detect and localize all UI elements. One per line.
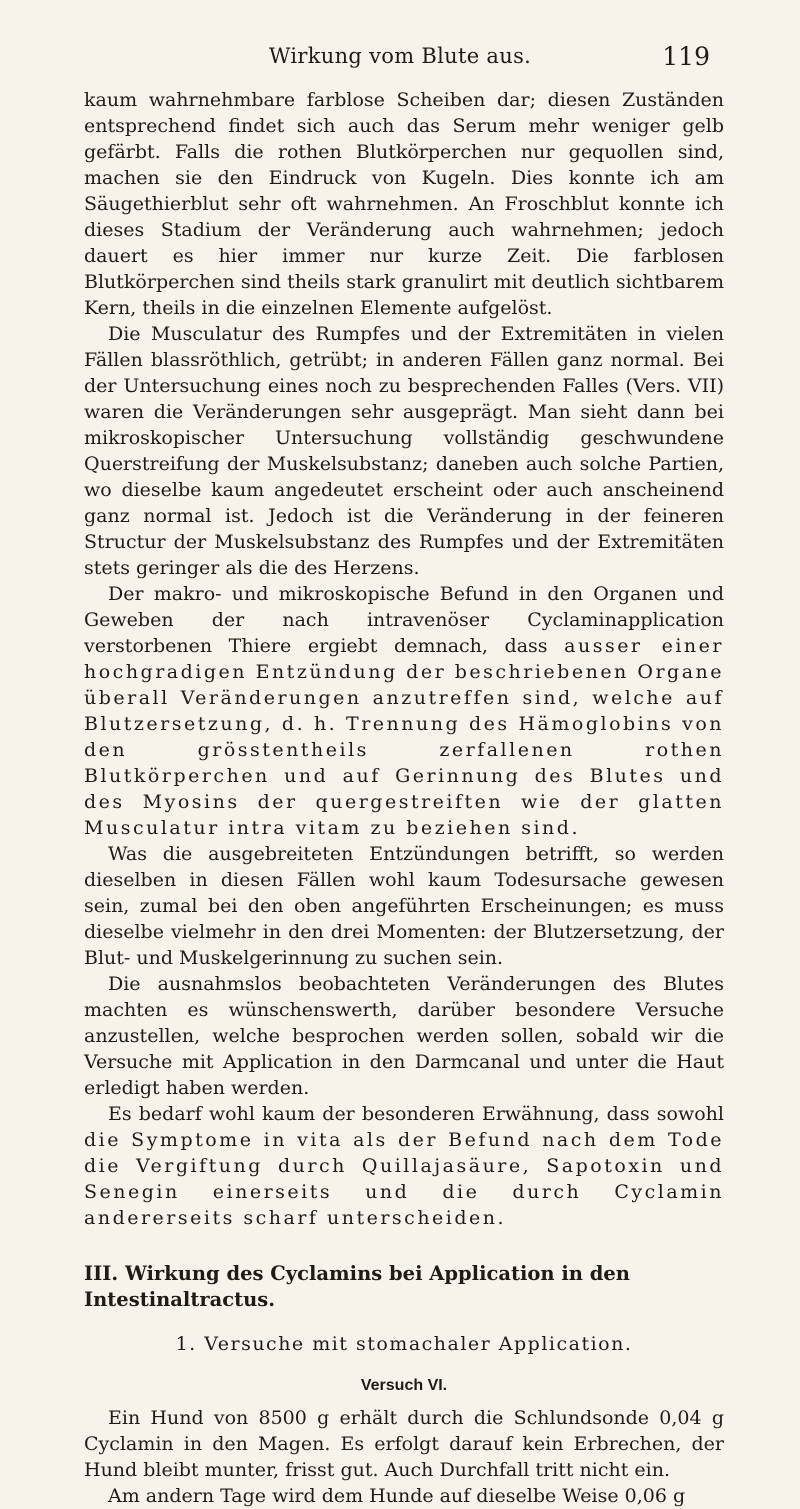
paragraph-blood-cells: kaum wahrnehmbare farblose Scheiben dar; diesen Zuständen entsprechend findet sich auch das Serum mehr weniger gelb gefärbt. Falls die rothen Blutkörperchen nur gequollen sind, machen sie den Eindruck von Kugeln. Dies konnte ich am Säugethierblut sehr oft wahrnehmen. An Froschblut konnte ich dieses Stadium der Veränderung auch wahrnehmen; jedoch dauert es hier immer nur kurze Zeit. Die farblosen Blutkörperchen sind theils stark granulirt mit deutlich sichtbarem Kern, theils in die einzelnen Elemente aufgelöst. bbox=[84, 89, 724, 319]
subsection-heading: 1. Versuche mit stomachaler Application. bbox=[175, 1333, 633, 1355]
paragraph-blood-changes: Die ausnahmslos beobachteten Veränderungen des Blutes machten es wünschenswerth, darüber besondere Versuche anzustellen, welche besprochen werden sollen, sobald wir die Versuche mit Application in den Darmcanal und unter die Haut erledigt haben werden. bbox=[84, 973, 724, 1099]
comparison-emphasis: die Symptome in vita als der Befund nach dem Tode die Vergiftung durch Quillajasäure, Sapotoxin und Senegin einerseits und die durch Cyclamin andererseits scharf unterscheiden. bbox=[84, 1129, 724, 1229]
paragraph-findings-summary bbox=[84, 581, 724, 841]
paragraph-experiment-day2: Am andern Tage wird dem Hunde auf dieselbe Weise 0,06 g bbox=[108, 1485, 686, 1507]
paragraph-experiment-day1: Ein Hund von 8500 g erhält durch die Schlundsonde 0,04 g Cyclamin in den Magen. Es erfolgt darauf kein Erbrechen, der Hund bleibt munter, frisst gut. Auch Durchfall tritt nicht ein. bbox=[84, 1407, 724, 1481]
experiment-label: Versuch VI. bbox=[360, 1377, 448, 1394]
findings-emphasis: ausser einer hochgradigen Entzündung der beschriebenen Organe überall Veränderungen anzutreffen sind, welche auf Blutzersetzung, d. h. Trennung des Hämoglobins von den grösstentheils zerfallenen rothen Blutkörperchen und auf Gerinnung des Blutes und des Myosins der quergestreiften wie der glatten Musculatur intra vitam zu beziehen sind. bbox=[84, 635, 724, 839]
paragraph-comparison bbox=[84, 1101, 724, 1231]
body-text bbox=[84, 87, 724, 1509]
section-heading: III. Wirkung des Cyclamins bei Application in den Intestinaltractus. bbox=[84, 1262, 630, 1311]
page-number: 119 bbox=[662, 42, 710, 71]
page-header bbox=[0, 42, 800, 72]
paragraph-inflammation: Was die ausgebreiteten Entzündungen betrifft, so werden dieselben in diesen Fällen wohl kaum Todesursache gewesen sein, zumal bei den oben angeführten Erscheinungen; es muss dieselbe vielmehr in den drei Momenten: der Blutzersetzung, der Blut- und Muskelgerinnung zu suchen sein. bbox=[84, 843, 724, 969]
comparison-intro: Es bedarf wohl kaum der besonderen Erwähnung, dass sowohl bbox=[108, 1103, 724, 1125]
running-title: Wirkung vom Blute aus. bbox=[268, 44, 532, 68]
findings-intro: Der makro- und mikroskopische Befund in den Organen und Geweben der nach intravenöser Cyclaminapplication verstorbenen Thiere ergiebt demnach, dass bbox=[84, 583, 724, 657]
paragraph-musculature: Die Musculatur des Rumpfes und der Extremitäten in vielen Fällen blassröthlich, getrübt; in anderen Fällen ganz normal. Bei der Untersuchung eines noch zu besprechenden Falles (Vers. VII) waren die Veränderungen sehr ausgeprägt. Man sieht dann bei mikroskopischer Untersuchung vollständig geschwundene Querstreifung der Muskelsubstanz; daneben auch solche Partien, wo dieselbe kaum angedeutet erscheint oder auch anscheinend ganz normal ist. Jedoch ist die Veränderung in der feineren Structur der Muskelsubstanz des Rumpfes und der Extremitäten stets geringer als die des Herzens. bbox=[84, 323, 724, 579]
